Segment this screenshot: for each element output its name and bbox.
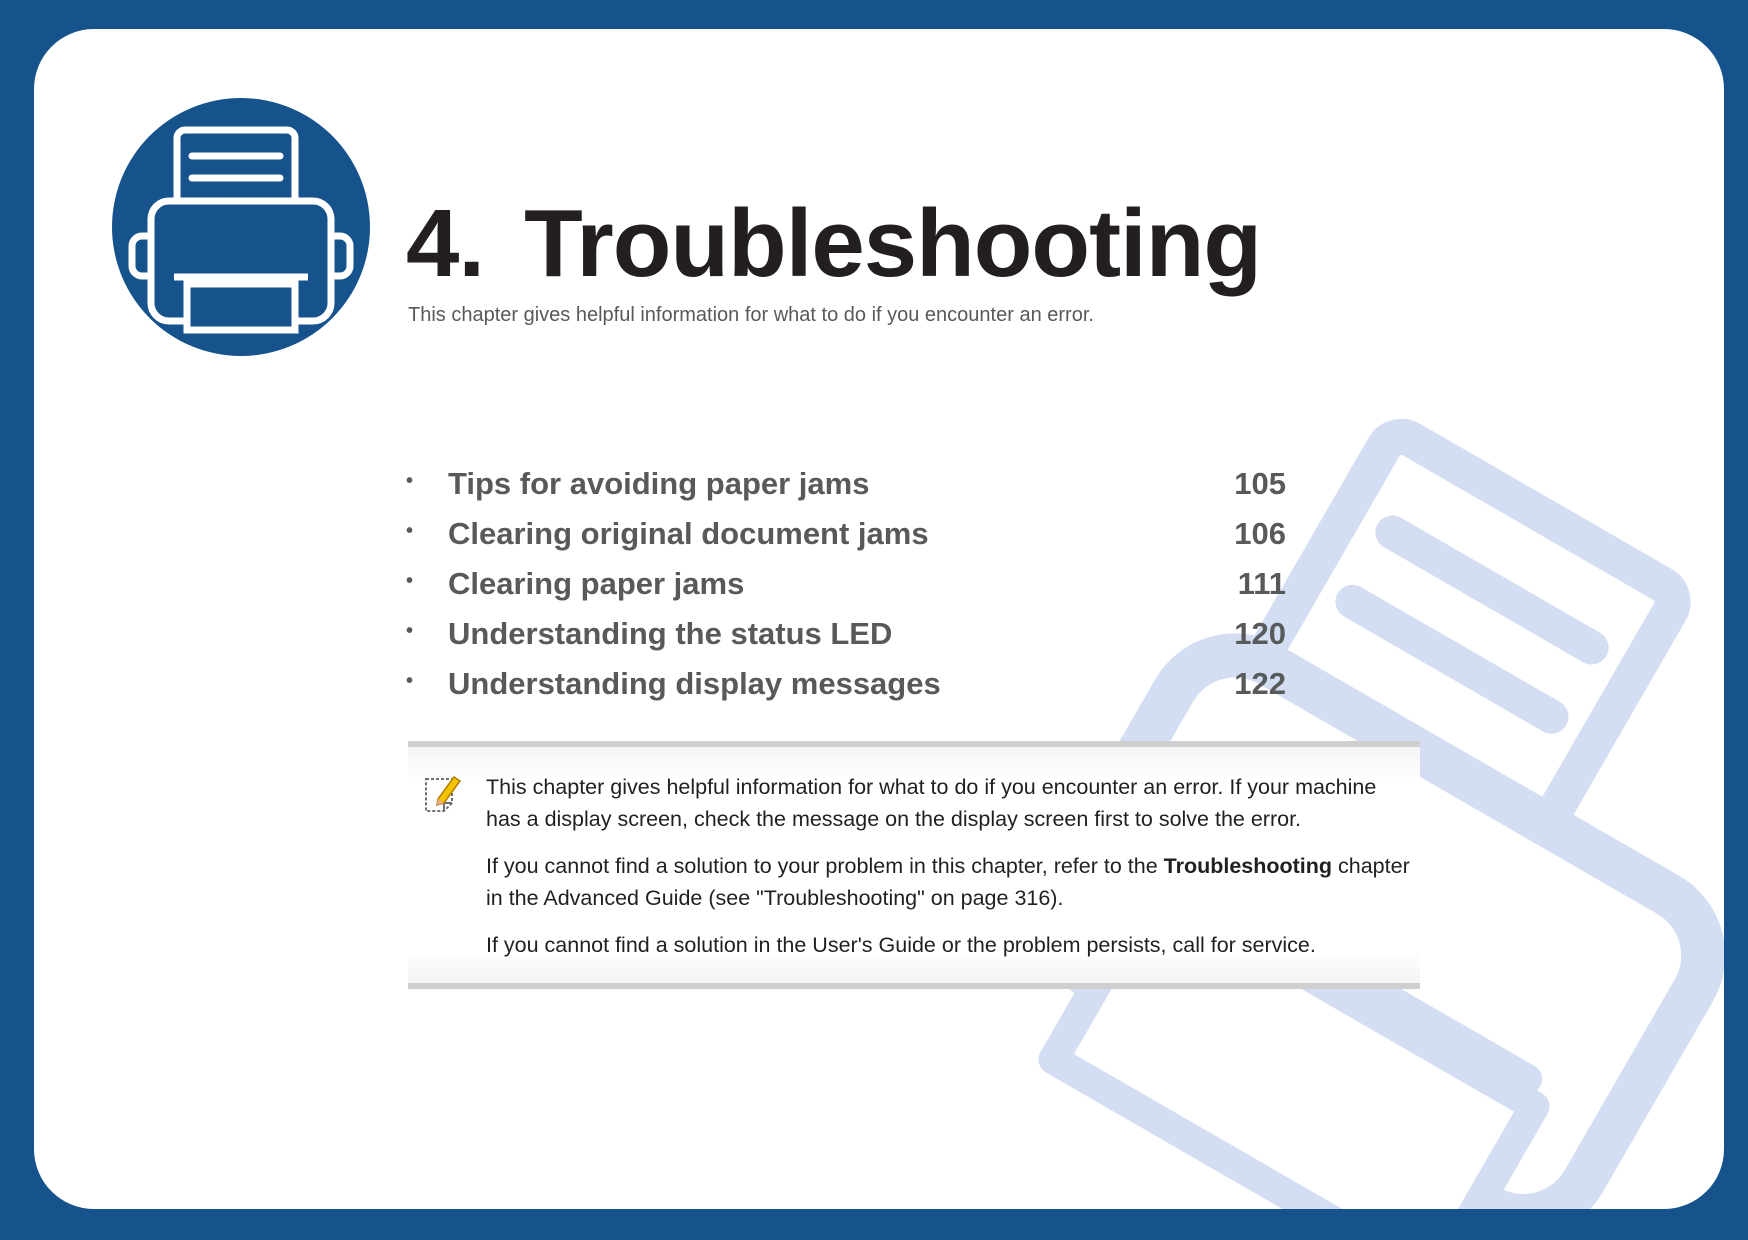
toc-item-page: 120 (1234, 616, 1286, 651)
toc-item-label: Understanding the status LED (448, 616, 893, 651)
note-troubleshooting-reference: Troubleshooting (1163, 854, 1333, 878)
chapter-number: 4. (406, 190, 485, 297)
toc-item-understanding-the-status-led[interactable] (406, 616, 1286, 666)
chapter-title (406, 189, 1261, 299)
note-paragraph-2-lead: If you cannot find a solution to your problem in this chapter, refer to the (486, 854, 1164, 878)
toc-item-label: Clearing original document jams (448, 516, 929, 551)
toc-item-understanding-display-messages[interactable] (406, 666, 1286, 716)
toc-item-page: 105 (1234, 466, 1286, 501)
toc-item-label: Understanding display messages (448, 666, 941, 701)
toc-item-clearing-original-document-jams[interactable] (406, 516, 1286, 566)
toc-item-page: 111 (1237, 566, 1286, 601)
toc-item-label: Clearing paper jams (448, 566, 745, 601)
bullet-icon: • (406, 470, 414, 492)
chapter-subtitle: This chapter gives helpful information for what to do if you encounter an error. (408, 304, 1094, 326)
bullet-icon: • (406, 570, 414, 592)
note-paragraph-3: If you cannot find a solution in the User's Guide or the problem persists, call for service. (486, 933, 1316, 957)
toc-item-page: 106 (1234, 516, 1286, 551)
toc-item-page: 122 (1234, 666, 1286, 701)
note-paragraph-1: This chapter gives helpful information for what to do if you encounter an error. If your machine has a display screen, check the message on the display screen first to solve the error. (486, 775, 1377, 831)
note-paragraph-2-tail: chapter in the Advanced Guide (see "Troubleshooting" on page 316). (486, 854, 1410, 910)
table-of-contents (406, 466, 1286, 716)
chapter-title-text: Troubleshooting (524, 190, 1261, 297)
note-box (408, 741, 1420, 989)
note-pencil-icon (422, 773, 464, 815)
toc-item-label: Tips for avoiding paper jams (448, 466, 870, 501)
printer-icon (112, 98, 370, 356)
bullet-icon: • (406, 620, 414, 642)
page-card (34, 29, 1724, 1209)
note-paragraph-2 (486, 850, 1416, 914)
toc-item-clearing-paper-jams[interactable] (406, 566, 1286, 616)
toc-item-tips-for-avoiding-paper-jams[interactable] (406, 466, 1286, 516)
bullet-icon: • (406, 670, 414, 692)
bullet-icon: • (406, 520, 414, 542)
note-text (486, 771, 1416, 976)
